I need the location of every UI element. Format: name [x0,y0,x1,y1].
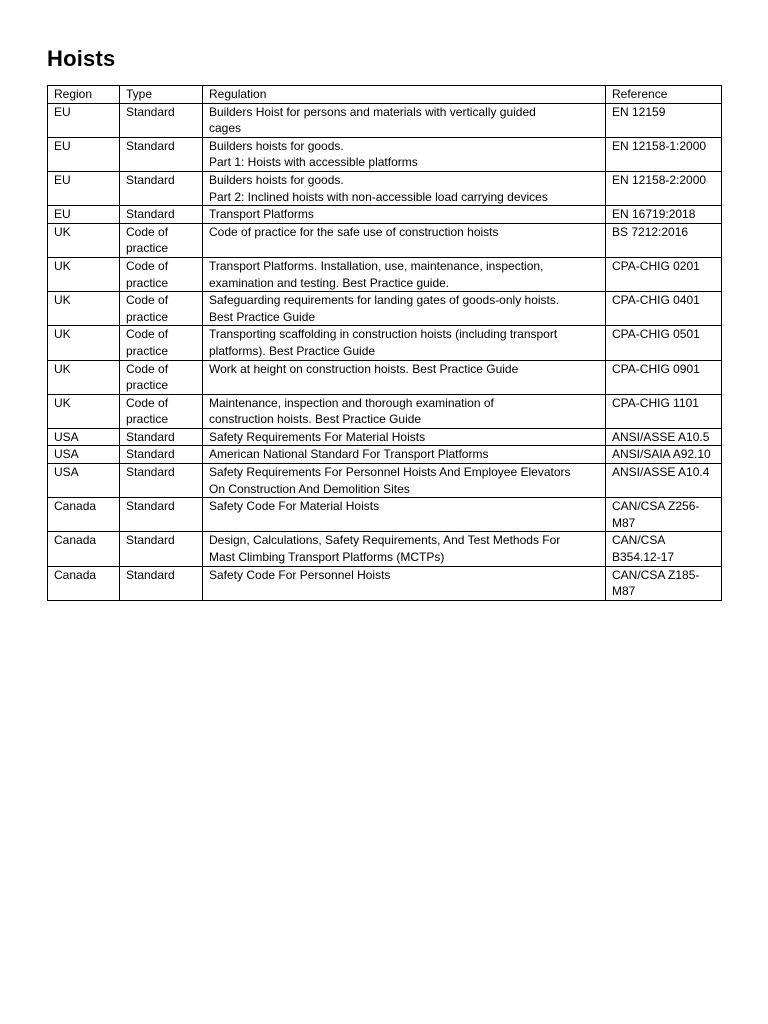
cell-regulation: Maintenance, inspection and thorough examination of construction hoists. Best Practice Guide [203,394,606,428]
cell-type: Code of practice [120,360,203,394]
cell-reference: CPA-CHIG 0201 [606,257,722,291]
table-row [48,428,722,446]
header-region: Region [48,86,120,104]
cell-region: EU [48,206,120,224]
table-row [48,206,722,224]
cell-region: UK [48,257,120,291]
cell-region: Canada [48,532,120,566]
cell-regulation: Design, Calculations, Safety Requirements, And Test Methods For Mast Climbing Transport Platforms (MCTPs) [203,532,606,566]
cell-region: EU [48,103,120,137]
cell-regulation: Builders hoists for goods. Part 1: Hoists with accessible platforms [203,137,606,171]
cell-reference: CAN/CSA B354.12-17 [606,532,722,566]
cell-region: Canada [48,566,120,600]
cell-region: EU [48,137,120,171]
cell-type: Standard [120,171,203,205]
cell-regulation: Builders hoists for goods. Part 2: Inclined hoists with non-accessible load carrying devices [203,171,606,205]
page-title: Hoists [47,46,116,71]
cell-region: USA [48,428,120,446]
table-row [48,292,722,326]
cell-type: Standard [120,446,203,464]
table-row [48,223,722,257]
cell-reference: EN 12158-2:2000 [606,171,722,205]
cell-reference: ANSI/SAIA A92.10 [606,446,722,464]
cell-type: Code of practice [120,394,203,428]
cell-region: Canada [48,498,120,532]
cell-type: Code of practice [120,326,203,360]
cell-region: UK [48,360,120,394]
cell-reference: CAN/CSA Z256- M87 [606,498,722,532]
cell-type: Code of practice [120,257,203,291]
cell-reference: ANSI/ASSE A10.5 [606,428,722,446]
table-row [48,103,722,137]
table-row [48,137,722,171]
cell-reference: EN 12159 [606,103,722,137]
cell-reference: CPA-CHIG 0401 [606,292,722,326]
cell-regulation: American National Standard For Transport Platforms [203,446,606,464]
cell-regulation: Safety Code For Material Hoists [203,498,606,532]
header-regulation: Regulation [203,86,606,104]
cell-regulation: Builders Hoist for persons and materials with vertically guided cages [203,103,606,137]
regulations-table [47,85,722,601]
cell-region: EU [48,171,120,205]
cell-type: Standard [120,137,203,171]
cell-reference: CPA-CHIG 1101 [606,394,722,428]
cell-reference: CPA-CHIG 0901 [606,360,722,394]
cell-region: USA [48,446,120,464]
cell-regulation: Work at height on construction hoists. Best Practice Guide [203,360,606,394]
header-reference: Reference [606,86,722,104]
table-row [48,360,722,394]
cell-regulation: Safety Code For Personnel Hoists [203,566,606,600]
cell-type: Standard [120,428,203,446]
cell-regulation: Transport Platforms [203,206,606,224]
cell-regulation: Safety Requirements For Material Hoists [203,428,606,446]
cell-reference: BS 7212:2016 [606,223,722,257]
cell-reference: EN 12158-1:2000 [606,137,722,171]
cell-regulation: Code of practice for the safe use of construction hoists [203,223,606,257]
cell-reference: CPA-CHIG 0501 [606,326,722,360]
table-header-row [48,86,722,104]
cell-region: UK [48,326,120,360]
cell-type: Standard [120,206,203,224]
cell-region: UK [48,292,120,326]
cell-regulation: Safeguarding requirements for landing gates of goods-only hoists. Best Practice Guide [203,292,606,326]
table-row [48,532,722,566]
cell-region: UK [48,394,120,428]
cell-regulation: Transport Platforms. Installation, use, maintenance, inspection, examination and testing. Best Practice guide. [203,257,606,291]
cell-type: Standard [120,532,203,566]
cell-type: Standard [120,498,203,532]
table-row [48,446,722,464]
table-row [48,394,722,428]
cell-reference: ANSI/ASSE A10.4 [606,464,722,498]
table-row [48,498,722,532]
cell-regulation: Safety Requirements For Personnel Hoists And Employee Elevators On Construction And Demolition Sites [203,464,606,498]
cell-type: Standard [120,566,203,600]
cell-region: UK [48,223,120,257]
table-row [48,464,722,498]
cell-type: Standard [120,464,203,498]
cell-type: Standard [120,103,203,137]
table-row [48,171,722,205]
table-row [48,257,722,291]
header-type: Type [120,86,203,104]
cell-region: USA [48,464,120,498]
cell-type: Code of practice [120,292,203,326]
cell-reference: EN 16719:2018 [606,206,722,224]
table-row [48,566,722,600]
table-row [48,326,722,360]
cell-type: Code of practice [120,223,203,257]
cell-regulation: Transporting scaffolding in construction hoists (including transport platforms). Best Practice Guide [203,326,606,360]
cell-reference: CAN/CSA Z185- M87 [606,566,722,600]
